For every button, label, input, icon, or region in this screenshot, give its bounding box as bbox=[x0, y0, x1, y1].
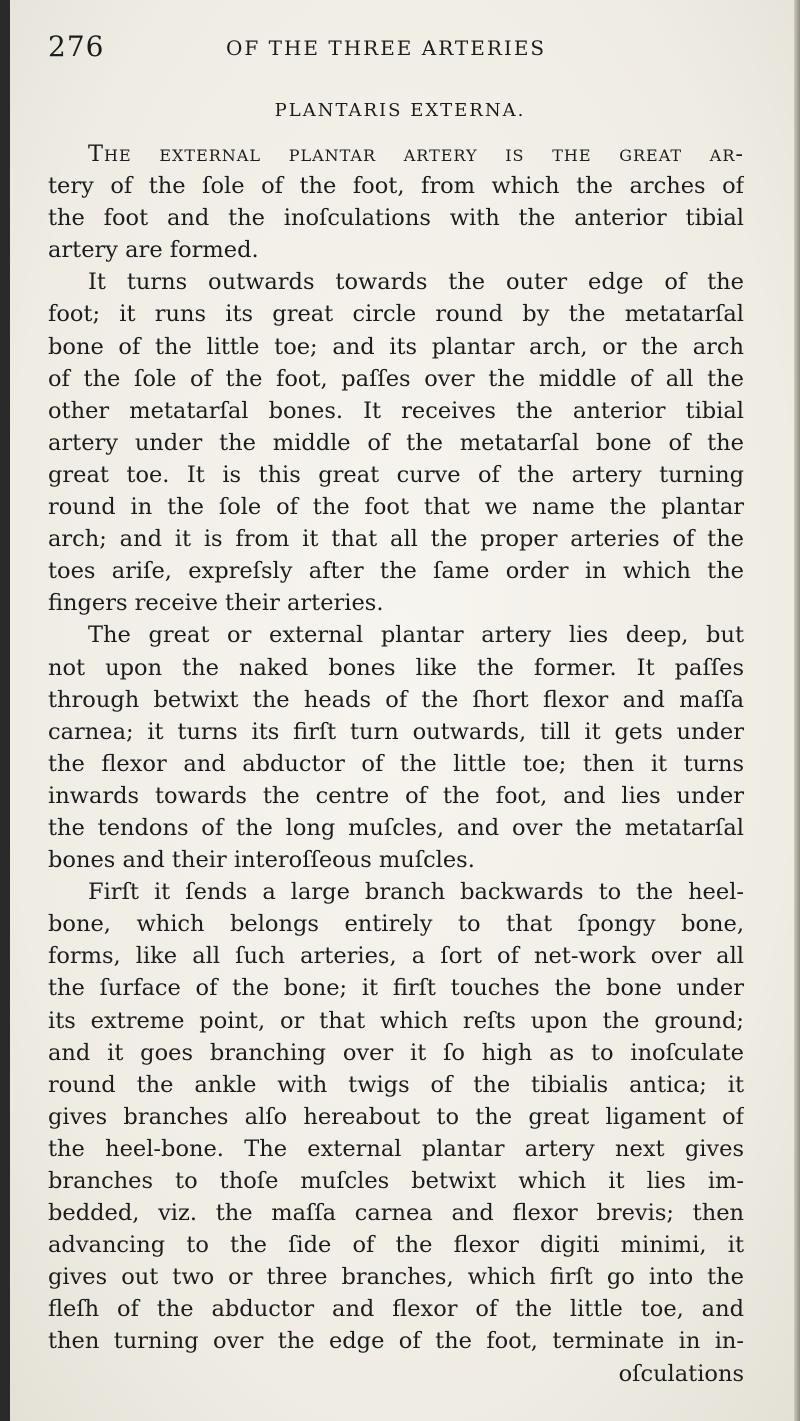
text-line: advancing to the ſide of the flexor digiti minimi, it bbox=[48, 1232, 744, 1259]
text-line: its extreme point, or that which reſts upon the ground; bbox=[48, 1007, 744, 1034]
page-edge bbox=[794, 0, 800, 1421]
text-line: branches to thoſe muſcles betwixt which it lies im- bbox=[48, 1168, 744, 1194]
text-line: Firſt it ſends a large branch backwards to the heel- bbox=[88, 879, 744, 906]
section-title: PLANTARIS EXTERNA. bbox=[274, 100, 526, 121]
text-line: bone of the little toe; and its plantar arch, or the arch bbox=[48, 333, 744, 360]
text-line: bedded, viz. the maſſa carnea and flexor brevis; then bbox=[48, 1200, 744, 1227]
text-line: fleſh of the abductor and flexor of the little toe, and bbox=[48, 1296, 744, 1323]
text-line: gives out two or three branches, which firſt go into the bbox=[48, 1264, 744, 1291]
text-line: the foot and the inoſculations with the anterior tibial bbox=[48, 205, 744, 232]
text-line: then turning over the edge of the foot, terminate in in- bbox=[48, 1328, 744, 1355]
page-binding-shadow bbox=[0, 0, 10, 1421]
text-line: carnea; it turns its firſt turn outwards, till it gets under bbox=[48, 718, 744, 745]
text-line: round the ankle with twigs of the tibialis antica; it bbox=[48, 1071, 744, 1098]
running-head: OF THE THREE ARTERIES bbox=[226, 36, 547, 60]
body-text bbox=[48, 138, 744, 1390]
text-line: foot; it runs its great circle round by the metatarſal bbox=[48, 301, 744, 328]
text-line: through betwixt the heads of the ſhort flexor and maſſa bbox=[48, 686, 744, 713]
page-header bbox=[48, 30, 740, 70]
text-line: of the ſole of the foot, paſſes over the middle of all the bbox=[48, 365, 744, 392]
page-number: 276 bbox=[48, 30, 105, 63]
text-line: The great or external plantar artery lies deep, but bbox=[88, 622, 744, 649]
text-line: arch; and it is from it that all the proper arteries of the bbox=[48, 526, 744, 553]
text-line: and it goes branching over it ſo high as to inoſculate bbox=[48, 1039, 744, 1066]
text-line: tery of the ſole of the foot, from which the arches of bbox=[48, 173, 744, 200]
text-line: artery under the middle of the metatarſal bone of the bbox=[48, 429, 744, 456]
text-line: the heel-bone. The external plantar artery next gives bbox=[48, 1135, 744, 1162]
text-line: the ſurface of the bone; it firſt touches the bone under bbox=[48, 975, 744, 1002]
text-line: the tendons of the long muſcles, and over the metatarſal bbox=[48, 814, 744, 841]
text-line: artery are formed. bbox=[48, 237, 259, 264]
text-line: forms, like all ſuch arteries, a ſort of net-work over all bbox=[48, 943, 744, 970]
text-line: toes ariſe, expreſsly after the ſame order in which the bbox=[48, 558, 744, 585]
text-line: round in the ſole of the foot that we name the plantar bbox=[48, 494, 744, 521]
text-line: bone, which belongs entirely to that ſpongy bone, bbox=[48, 911, 744, 938]
text-line: gives branches alſo hereabout to the great ligament of bbox=[48, 1103, 744, 1130]
text-line: fingers receive their arteries. bbox=[48, 590, 384, 617]
text-line: not upon the naked bones like the former. It paſſes bbox=[48, 654, 744, 681]
text-line: the flexor and abductor of the little toe; then it turns bbox=[48, 750, 744, 777]
text-line: bones and their interoſſeous muſcles. bbox=[48, 847, 475, 874]
text-line: oſculations bbox=[618, 1360, 744, 1387]
text-line: The external plantar artery is the great ar- bbox=[88, 141, 744, 167]
text-line: inwards towards the centre of the foot, and lies under bbox=[48, 782, 744, 809]
text-line: It turns outwards towards the outer edge of the bbox=[88, 269, 744, 296]
text-line: other metatarſal bones. It receives the anterior tibial bbox=[48, 397, 744, 424]
text-line: great toe. It is this great curve of the artery turning bbox=[48, 461, 744, 488]
